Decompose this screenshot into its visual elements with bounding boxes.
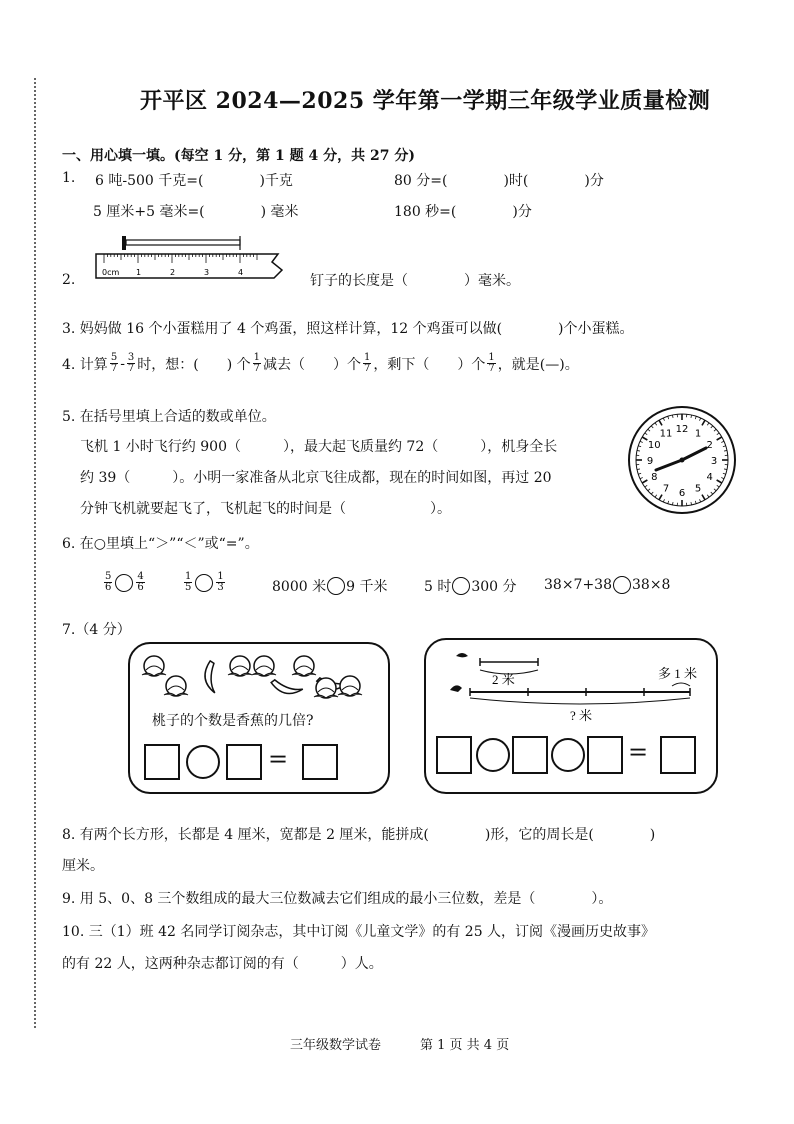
denominator: 7 [110,363,118,374]
numerator: 5 [110,352,118,363]
answer-circle[interactable] [327,577,345,595]
banana-icon [198,660,227,694]
answer-box[interactable] [302,744,338,780]
peach-icon [228,656,252,676]
q9-text: 9. 用 5、0、8 三个数组成的最大三位数减去它们组成的最小三位数，差是（ ）。 [62,891,613,907]
clock-number: 3 [710,456,718,467]
answer-circle[interactable] [195,574,213,592]
clock-number: 2 [706,440,713,451]
minus-sign: - [120,355,125,372]
q6-compare-d [424,576,517,596]
fraction [110,353,118,374]
fraction [184,572,192,593]
clock-number: 9 [646,456,654,467]
q8-line-2: 厘米。 [62,858,104,874]
fraction [363,353,371,374]
peach-icon [164,676,188,696]
binding-line [34,78,36,1028]
denominator: 6 [137,582,144,593]
ruler-icon [96,254,282,278]
denominator: 7 [253,363,261,374]
answer-circle[interactable] [476,738,510,772]
clock-number: 10 [647,440,661,451]
answer-box[interactable] [660,736,696,774]
bird-icon [450,653,468,692]
peach-icon [252,656,276,676]
clock-number: 12 [675,424,689,435]
numerator: 4 [137,571,144,582]
question-number: 2. [62,272,76,288]
q7-question: 桃子的个数是香蕉的几倍? [152,713,314,729]
answer-box[interactable] [226,744,262,780]
clock-number: 11 [659,428,673,440]
q1-item-d: 180 秒=( )分 [394,204,532,220]
q5-line-3: 约 39（ ）。小明一家准备从北京飞往成都，现在的时间如图，再过 20 [80,470,552,486]
q5-line-1: 5. 在括号里填上合适的数或单位。 [62,409,276,425]
clock-number: 1 [694,428,702,440]
length-diagram [440,648,708,724]
answer-circle[interactable] [551,738,585,772]
ruler-label: 2 [170,268,176,277]
ruler-label: 3 [204,268,210,277]
extra-length-label: 多 1 米 [658,666,698,681]
numerator: 1 [185,571,192,582]
numerator: 1 [217,571,224,582]
numerator: 3 [127,352,135,363]
peach-icon [338,676,362,696]
question-number: 1. [62,170,76,186]
total-length-label: ? 米 [570,708,593,723]
q6-line-1: 6. 在○里填上“＞”“＜”或“=”。 [62,536,259,552]
numerator: 1 [488,352,495,363]
answer-circle[interactable] [186,745,220,779]
compare-left: 38×7+38 [544,577,612,593]
equals-sign: = [268,745,289,773]
ruler-label: 1 [136,268,142,277]
ruler-label: 4 [238,268,244,277]
q4-part: 时，想：( ) 个 [137,356,251,373]
fraction [487,353,495,374]
denominator: 6 [105,582,112,593]
fraction [253,353,261,374]
clock-number: 6 [678,488,686,499]
q6-compare-b [182,572,227,593]
numerator: 5 [105,571,112,582]
numerator: 1 [253,352,261,363]
q8-line-1: 8. 有两个长方形，长都是 4 厘米，宽都是 2 厘米，能拼成( )形，它的周长是( ) [62,827,656,843]
equals-sign: = [628,738,649,766]
numerator: 1 [364,352,371,363]
q7-label: 7.（4 分） [62,622,131,638]
page-footer: 三年级数学试卷 第 1 页 共 4 页 [290,1038,510,1053]
nail-icon [122,236,240,250]
q4-part: 4. 计算 [62,356,108,373]
q5-line-2: 飞机 1 小时飞行约 900（ ），最大起飞质量约 72（ ），机身全长 [80,439,558,455]
fraction [136,572,144,593]
compare-right: 9 千米 [346,579,388,595]
answer-circle[interactable] [115,574,133,592]
q2-text: 钉子的长度是（ ）毫米。 [310,273,520,289]
fruit-picture [140,654,376,702]
fraction [127,353,135,374]
q6-compare-e [544,576,670,594]
q10-line-1: 10. 三（1）班 42 名同学订阅杂志，其中订阅《儿童文学》的有 25 人，订阅《漫画历史故事》 [62,924,656,940]
banana-icon [271,675,303,696]
answer-circle[interactable] [613,576,631,594]
q1-item-b: 80 分=( )时( )分 [394,173,604,189]
clock-icon [626,404,738,516]
q6-compare-a [102,572,147,593]
compare-right: 300 分 [471,579,517,595]
q4-part: 减去（ ）个 [263,356,362,373]
peach-icon [292,656,316,676]
compare-left: 8000 米 [272,579,327,595]
clock-number: 4 [706,472,713,483]
ruler-with-nail-figure [92,232,292,288]
q4-part: ，剩下（ ）个 [373,356,486,373]
section-heading: 一、用心填一填。(每空 1 分，第 1 题 4 分，共 27 分) [62,148,415,164]
answer-box[interactable] [144,744,180,780]
compare-right: 38×8 [632,577,671,593]
denominator: 5 [185,582,192,593]
q6-compare-c [272,576,387,596]
short-bar-label: 2 米 [492,672,515,687]
clock-number: 7 [662,483,670,495]
q5-line-4: 分钟飞机就要起飞了，飞机起飞的时间是（ ）。 [80,501,451,517]
answer-circle[interactable] [452,577,470,595]
q3-text: 3. 妈妈做 16 个小蛋糕用了 4 个鸡蛋，照这样计算，12 个鸡蛋可以做( )个小蛋糕。 [62,321,634,337]
q4-text [62,353,579,374]
q1-item-a: 6 吨-500 千克=( )千克 [95,173,293,189]
compare-left: 5 时 [424,579,452,595]
q10-line-2: 的有 22 人，这两种杂志都订阅的有（ ）人。 [62,956,383,972]
q1-item-c: 5 厘米+5 毫米=( ) 毫米 [93,204,299,220]
peach-icon [142,656,166,676]
page-title: 开平区 2024—2025 学年第一学期三年级学业质量检测 [140,88,711,114]
ruler-label: 0cm [102,268,120,277]
denominator: 7 [127,363,135,374]
denominator: 7 [488,363,495,374]
denominator: 3 [217,582,224,593]
answer-box[interactable] [512,736,548,774]
q4-part: ，就是(—)。 [497,356,579,373]
fraction [216,572,224,593]
fraction [104,572,112,593]
answer-box[interactable] [587,736,623,774]
clock-number: 8 [651,472,658,483]
denominator: 7 [364,363,371,374]
clock-number: 5 [694,483,702,495]
answer-box[interactable] [436,736,472,774]
